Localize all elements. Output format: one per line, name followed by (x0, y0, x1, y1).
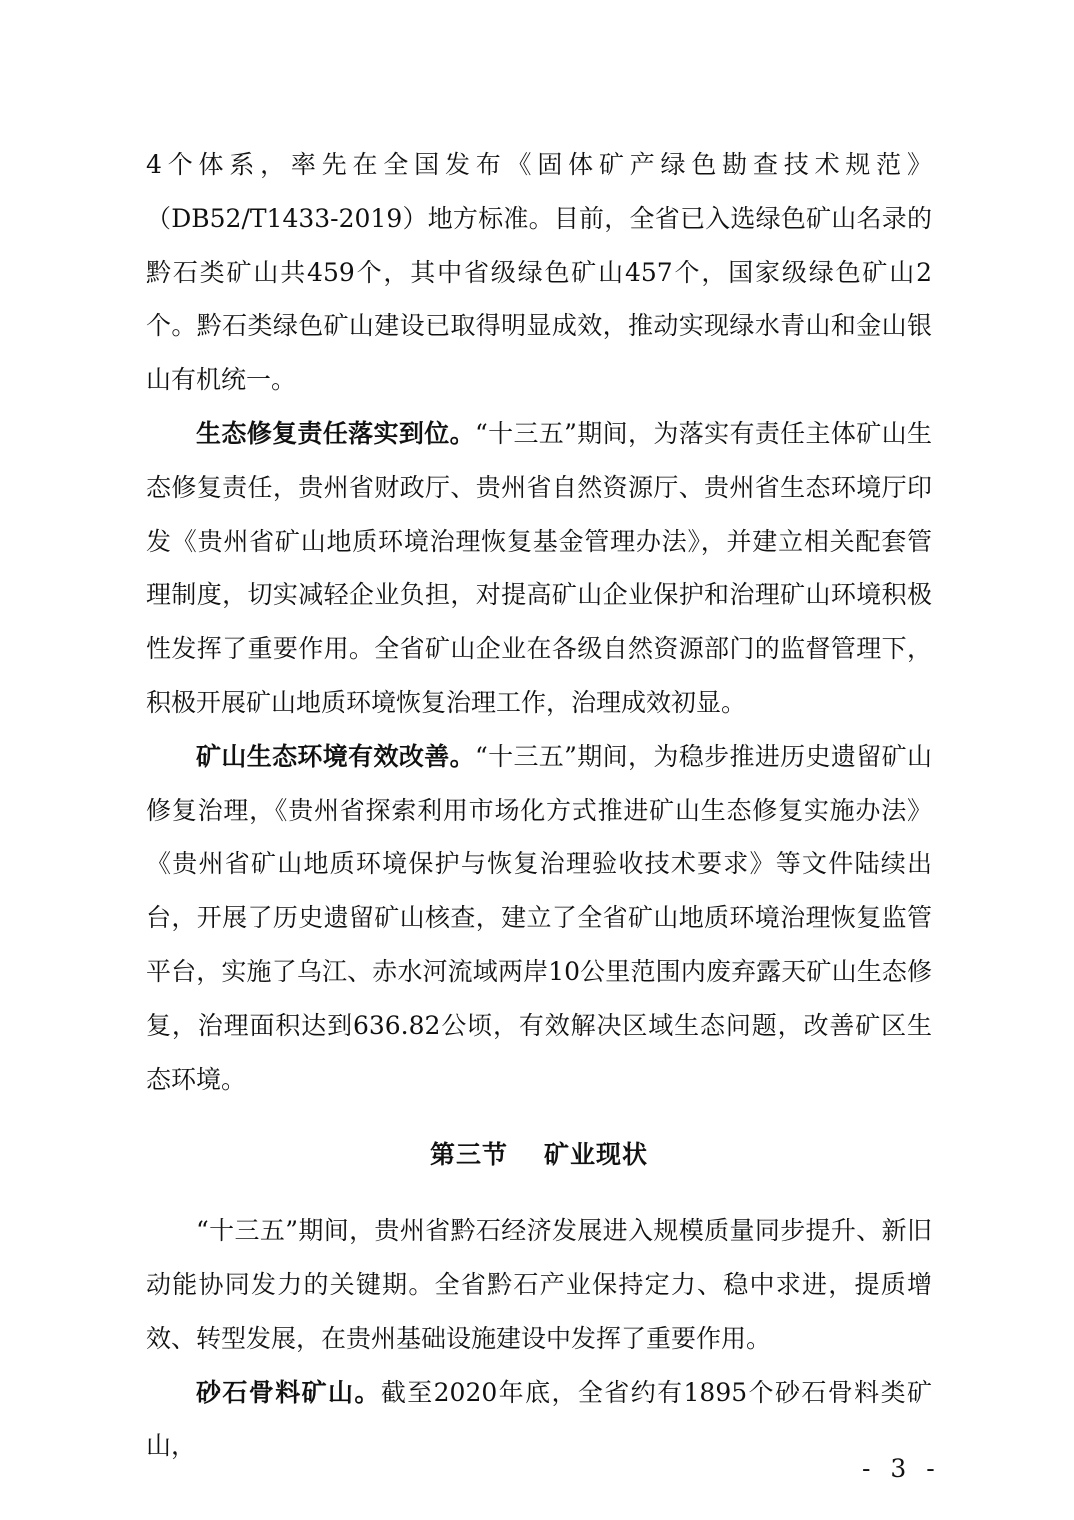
paragraph-text: 截至2020年底，全省约有1895个砂石骨料类矿山， (146, 1377, 932, 1461)
section-number: 第三节 (429, 1140, 508, 1170)
paragraph-text: “十三五”期间，为稳步推进历史遗留矿山修复治理，《贵州省探索利用市场化方式推进矿山生态修复实施办法》《贵州省矿山地质环境保护与恢复治理验收技术要求》等文件陆续出台，开展了历史遗留矿山核查，建立了全省矿山地质环境治理恢复监管平台，实施了乌江、赤水河流域两岸10公里范围内废弃露天矿山生态修复，治理面积达到636.82公顷，有效解决区域生态问题，改善矿区生态环境。 (146, 741, 932, 1094)
paragraph-text: 4个体系，率先在全国发布《固体矿产绿色勘查技术规范》（DB52/T1433-2019）地方标准。目前，全省已入选绿色矿山名录的黔石类矿山共459个，其中省级绿色矿山457个，国家级绿色矿山2个。黔石类绿色矿山建设已取得明显成效，推动实现绿水青山和金山银山有机统一。 (146, 150, 932, 395)
section-title: 矿业现状 (544, 1140, 649, 1170)
paragraph-lead-heading: 矿山生态环境有效改善。 (196, 741, 475, 771)
paragraph-mine-environment-improvement (146, 730, 932, 1107)
paragraph-green-mines (146, 138, 932, 407)
paragraph-sand-gravel-mines (146, 1366, 932, 1474)
paragraph-lead-heading: 砂石骨料矿山。 (196, 1377, 381, 1407)
page-number: - 3 - (862, 1454, 941, 1483)
paragraph-text: “十三五”期间，贵州省黔石经济发展进入规模质量同步提升、新旧动能协同发力的关键期。全省黔石产业保持定力、稳中求进，提质增效、转型发展，在贵州基础设施建设中发挥了重要作用。 (146, 1216, 932, 1353)
page-content (146, 138, 932, 1473)
paragraph-lead-heading: 生态修复责任落实到位。 (196, 418, 475, 448)
paragraph-text: “十三五”期间，为落实有责任主体矿山生态修复责任，贵州省财政厅、贵州省自然资源厅、贵州省生态环境厅印发《贵州省矿山地质环境治理恢复基金管理办法》，并建立相关配套管理制度，切实减轻企业负担，对提高矿山企业保护和治理矿山环境积极性发挥了重要作用。全省矿山企业在各级自然资源部门的监督管理下，积极开展矿山地质环境恢复治理工作，治理成效初显。 (146, 418, 932, 717)
section-heading (146, 1128, 932, 1182)
paragraph-mining-status-intro (146, 1204, 932, 1365)
paragraph-eco-restoration-responsibility (146, 407, 932, 730)
